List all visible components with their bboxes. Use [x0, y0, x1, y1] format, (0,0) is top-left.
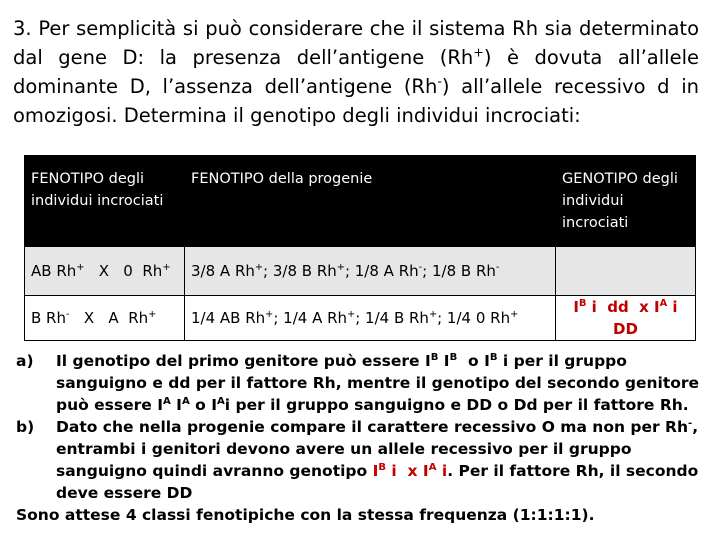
genotype-cell — [556, 247, 696, 296]
header-fenotipo-progenie: FENOTIPO della progenie — [185, 156, 556, 247]
answer-a-text: Il genotipo del primo genitore può essere $I^B$ $I^B$ o $I^B$ i per il gruppo sanguigno e dd per il fattore Rh, mentre il genotipo del secondo genitore può essere $I^A$ $I^A$ o $I^Ai$ per il gruppo sanguigno e DD o Dd per il fattore Rh. — [56, 351, 700, 414]
answer-a — [16, 350, 706, 416]
table-header-row — [25, 156, 696, 247]
answers-block — [16, 350, 706, 526]
answer-b-label: b) — [16, 418, 35, 436]
table-row — [25, 247, 696, 296]
table-row — [25, 296, 696, 341]
header-genotipo: GENOTIPO degli individui incrociati — [556, 156, 696, 247]
genotype-table — [24, 155, 696, 341]
question-text: 3. Per semplicità si può considerare che il sistema Rh sia determinato dal gene D: la presenza dell’antigene (Rh+) è dovuta all’allele dominante D, l’assenza dell’antigene (Rh-) all’allele recessivo d in omozigosi. Determina il genotipo degli individui incrociati: — [13, 17, 700, 127]
final-conclusion: Sono attese 4 classi fenotipiche con la stessa frequenza (1:1:1:1). — [16, 506, 595, 524]
cross-phenotype: B Rh- X A Rh+ — [25, 296, 185, 341]
answer-b — [16, 416, 706, 504]
answer-b-text: Dato che nella progenie compare il carattere recessivo O ma non per Rh-, entrambi i genitori devono avere un allele recessivo per il gruppo sanguigno quindi avranno genotipo $I^B$ i x $I^A$ i. Per il fattore Rh, il secondo deve essere DD — [56, 417, 699, 502]
progeny-phenotype: 3/8 A Rh+; 3/8 B Rh+; 1/8 A Rh-; 1/8 B Rh- — [185, 247, 556, 296]
header-fenotipo-incrociati: FENOTIPO degli individui incrociati — [25, 156, 185, 247]
cross-phenotype: AB Rh+ X 0 Rh+ — [25, 247, 185, 296]
genotype-cell: $I^B$ i dd x $I^A$ i DD — [556, 296, 696, 341]
answer-a-label: a) — [16, 352, 34, 370]
progeny-phenotype: 1/4 AB Rh+; 1/4 A Rh+; 1/4 B Rh+; 1/4 0 Rh+ — [185, 296, 556, 341]
